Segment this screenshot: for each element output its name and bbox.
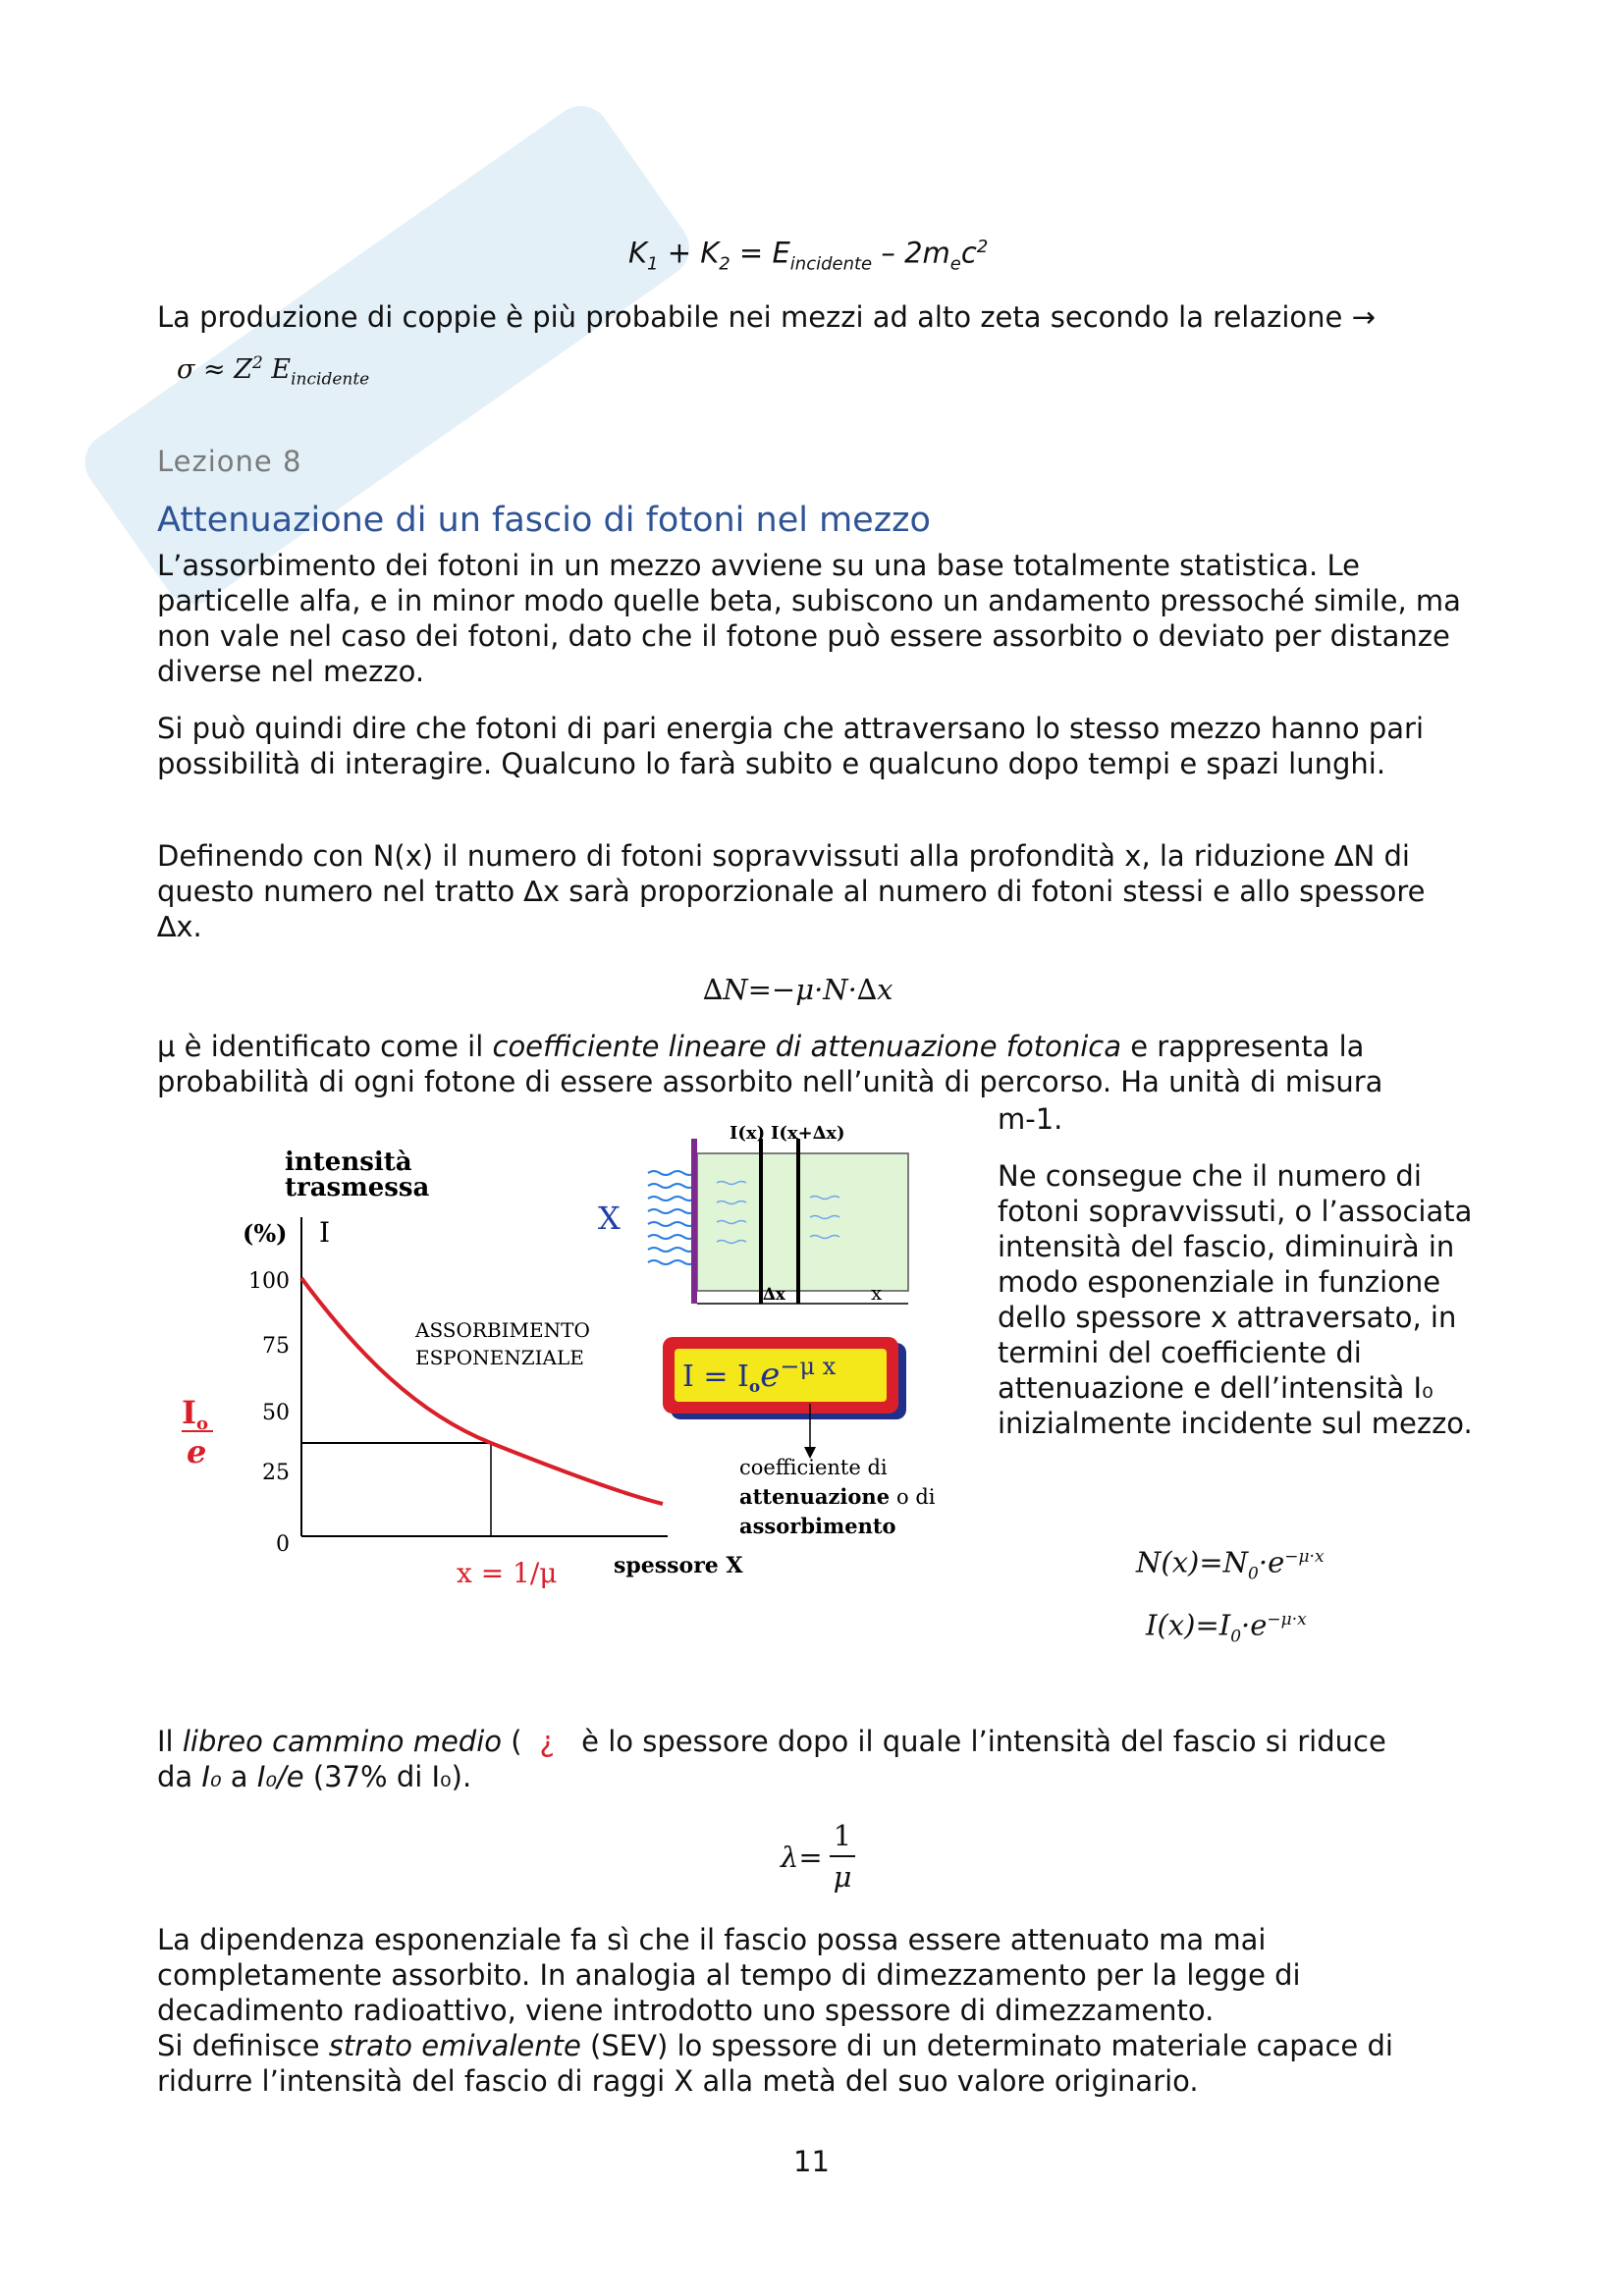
coef-label-1: coefficiente di xyxy=(739,1456,888,1479)
ixdx-label: I(x+∆x) xyxy=(771,1123,845,1144)
y-label-2: trasmessa xyxy=(285,1173,430,1202)
page-number: 11 xyxy=(793,2145,830,2178)
e-label: e xyxy=(187,1433,207,1470)
formula-delta-n: ∆N=−μ·N·∆x xyxy=(703,973,893,1006)
paragraph-6: La dipendenza esponenziale fa sì che il fascio possa essere attenuato ma mai completamente assorbito. In analogia al tempo di dimezzamento per la legge di decadimento radioattivo, viene introdotto uno spessore di dimezzamento. xyxy=(157,1923,1301,2027)
x-mark-label: x = 1/μ xyxy=(457,1557,558,1589)
paragraph-5: Il libreo cammino medio ( ¿ è lo spessore dopo il quale l’intensità del fascio si riduce da I₀ a I₀/e (37% di I₀). xyxy=(157,1725,1386,1793)
formula-kinetic: $K_1 + K_2 = E_{incidente} - 2m_ec^2$ xyxy=(628,236,989,275)
document-page: $K_1 + K_2 = E_{incidente} - 2m_ec^2$ La produzione di coppie è più probabile nei mezzi ad alto zeta secondo la relazione → $\sigma \approx Z^2$ $E_{incidente}$ Lezione 8 Attenuazione di un fascio di fotoni nel mezzo L’assorbimento dei fotoni in un mezzo avviene su una base totalmente statistica. Le particelle alfa, e in minor modo quelle beta, subiscono un andamento pressoché simile, ma non vale nel caso dei fotoni, dato che il fotone può essere assorbito o deviato per distanze diverse nel mezzo. Si può quindi dire che fotoni di pari energia che attraversano lo stesso mezzo hanno pari possibilità di interagire. Qualcuno lo farà subito e qualcuno dopo tempi e spazi lunghi. Definendo con N(x) il numero di fotoni sopravvissuti alla profondità x, la riduzione ∆N di questo numero nel tratto ∆x sarà proporzionale al numero di fotoni stessi e allo spessore ∆x. ∆N=−μ·N·∆x μ è identificato come il coefficiente lineare di attenuazione fotonica e rappresenta la probabilità di ogni fotone di essere assorbito nell’unità di percorso. Ha unità di misura m-1. intensità trasmessa (%) I 100 75 50 25 0 Io e ASSORBIMENTO ESPONENZIALE x = 1/μ spessore X X I(x) I(x+∆x) ∆x x $I = I_oe^{-\mu x}$ coefficiente di attenuazione o di assorbimento Ne consegue che il numero di fotoni sopravvissuti, o l’associata intensità del fascio, diminuirà in modo esponenziale in funzione dello spessore x attraversato, in termini del coefficiente di attenuazione e dell’intensità I₀ inizialmente incidente sul mezzo. $N(x)=N_0\cdot e^{-\mu\cdot x}$ $I(x)=I_0\cdot e^{-\mu\cdot x}$ Il libreo cammino medio ( ¿ è lo spessore dopo il quale l’intensità del fascio si riduce da I₀ a I₀/e (37% di I₀). λ= 1 μ La dipendenza esponenziale fa sì che il fascio possa essere attenuato ma mai completamente assorbito. In analogia al tempo di dimezzamento per la legge di decadimento radioattivo, viene introdotto uno spessore di dimezzamento. Si definisce strato emivalente (SEV) lo spessore di un determinato materiale capace di ridurre l’intensità del fascio di raggi X alla metà del suo valore originario. 11 xyxy=(0,0,1623,2296)
y-label-1: intensità xyxy=(285,1148,412,1177)
x-beam-label: X xyxy=(598,1200,621,1237)
incoming-beam-icon xyxy=(648,1171,695,1264)
law-formula: $I = I_oe^{-\mu x}$ xyxy=(682,1353,837,1397)
dx-label: ∆x xyxy=(763,1285,785,1305)
paragraph-7: Si definisce strato emivalente (SEV) lo spessore di un determinato materiale capace di ridurre l’intensità del fascio di raggi X alla metà del suo valore originario. xyxy=(157,2029,1393,2098)
formula-sigma: $\sigma \approx Z^2$ $E_{incidente}$ xyxy=(177,353,370,390)
medium-block xyxy=(697,1153,908,1291)
y-tick-75: 75 xyxy=(262,1334,290,1359)
x-depth-label: x xyxy=(871,1281,883,1305)
decay-curve xyxy=(301,1278,663,1504)
coef-label-2b: o di xyxy=(896,1485,936,1509)
ix-label: I(x) xyxy=(730,1123,766,1144)
x-axis-label: spessore X xyxy=(614,1553,743,1578)
y-tick-25: 25 xyxy=(262,1461,290,1485)
lesson-heading: Lezione 8 xyxy=(157,445,302,478)
curve-label-1: ASSORBIMENTO xyxy=(415,1318,590,1342)
unit-text: m-1. xyxy=(998,1102,1063,1136)
side-paragraph: Ne consegue che il numero di fotoni sopravvissuti, o l’associata intensità del fascio, diminuirà in modo esponenziale in funzione dello spessore x attraversato, in termini del coefficiente di attenuazione e dell’intensità I₀ inizialmente incidente sul mezzo. xyxy=(998,1159,1473,1440)
formula-n-of-x: $N(x)=N_0\cdot e^{-\mu\cdot x}$ xyxy=(1136,1545,1325,1584)
pair-production-text: La produzione di coppie è più probabile nei mezzi ad alto zeta secondo la relazione → xyxy=(157,300,1376,334)
y-tick-0: 0 xyxy=(276,1532,290,1557)
curve-label-2: ESPONENZIALE xyxy=(415,1346,584,1369)
paragraph-3: Definendo con N(x) il numero di fotoni sopravvissuti alla profondità x, la riduzione ∆N di questo numero nel tratto ∆x sarà proporzionale al numero di fotoni stessi e allo spessore ∆x. xyxy=(157,839,1426,943)
paragraph-1: L’assorbimento dei fotoni in un mezzo avviene su una base totalmente statistica. Le particelle alfa, e in minor modo quelle beta, subiscono un andamento pressoché simile, ma non vale nel caso dei fotoni, dato che il fotone può essere assorbito o deviato per distanze diverse nel mezzo. xyxy=(157,549,1461,688)
pct-label: (%) xyxy=(243,1219,288,1248)
section-title: Attenuazione di un fascio di fotoni nel mezzo xyxy=(157,501,931,540)
attenuation-figure xyxy=(162,1119,957,1610)
y-tick-100: 100 xyxy=(248,1269,290,1294)
y-tick-50: 50 xyxy=(262,1401,290,1425)
coef-label-2: attenuazione xyxy=(739,1484,891,1509)
paragraph-2: Si può quindi dire che fotoni di pari energia che attraversano lo stesso mezzo hanno pari possibilità di interagire. Qualcuno lo farà subito e qualcuno dopo tempi e spazi lunghi. xyxy=(157,712,1425,780)
formula-i-of-x: $I(x)=I_0\cdot e^{-\mu\cdot x}$ xyxy=(1146,1608,1307,1647)
i-axis-label: I xyxy=(319,1216,331,1249)
coef-label-3: assorbimento xyxy=(739,1514,896,1538)
paragraph-4: μ è identificato come il coefficiente lineare di attenuazione fotonica e rappresenta la probabilità di ogni fotone di essere assorbito nell’unità di percorso. Ha unità di misura xyxy=(157,1030,1383,1098)
io-label: Io xyxy=(182,1394,208,1434)
